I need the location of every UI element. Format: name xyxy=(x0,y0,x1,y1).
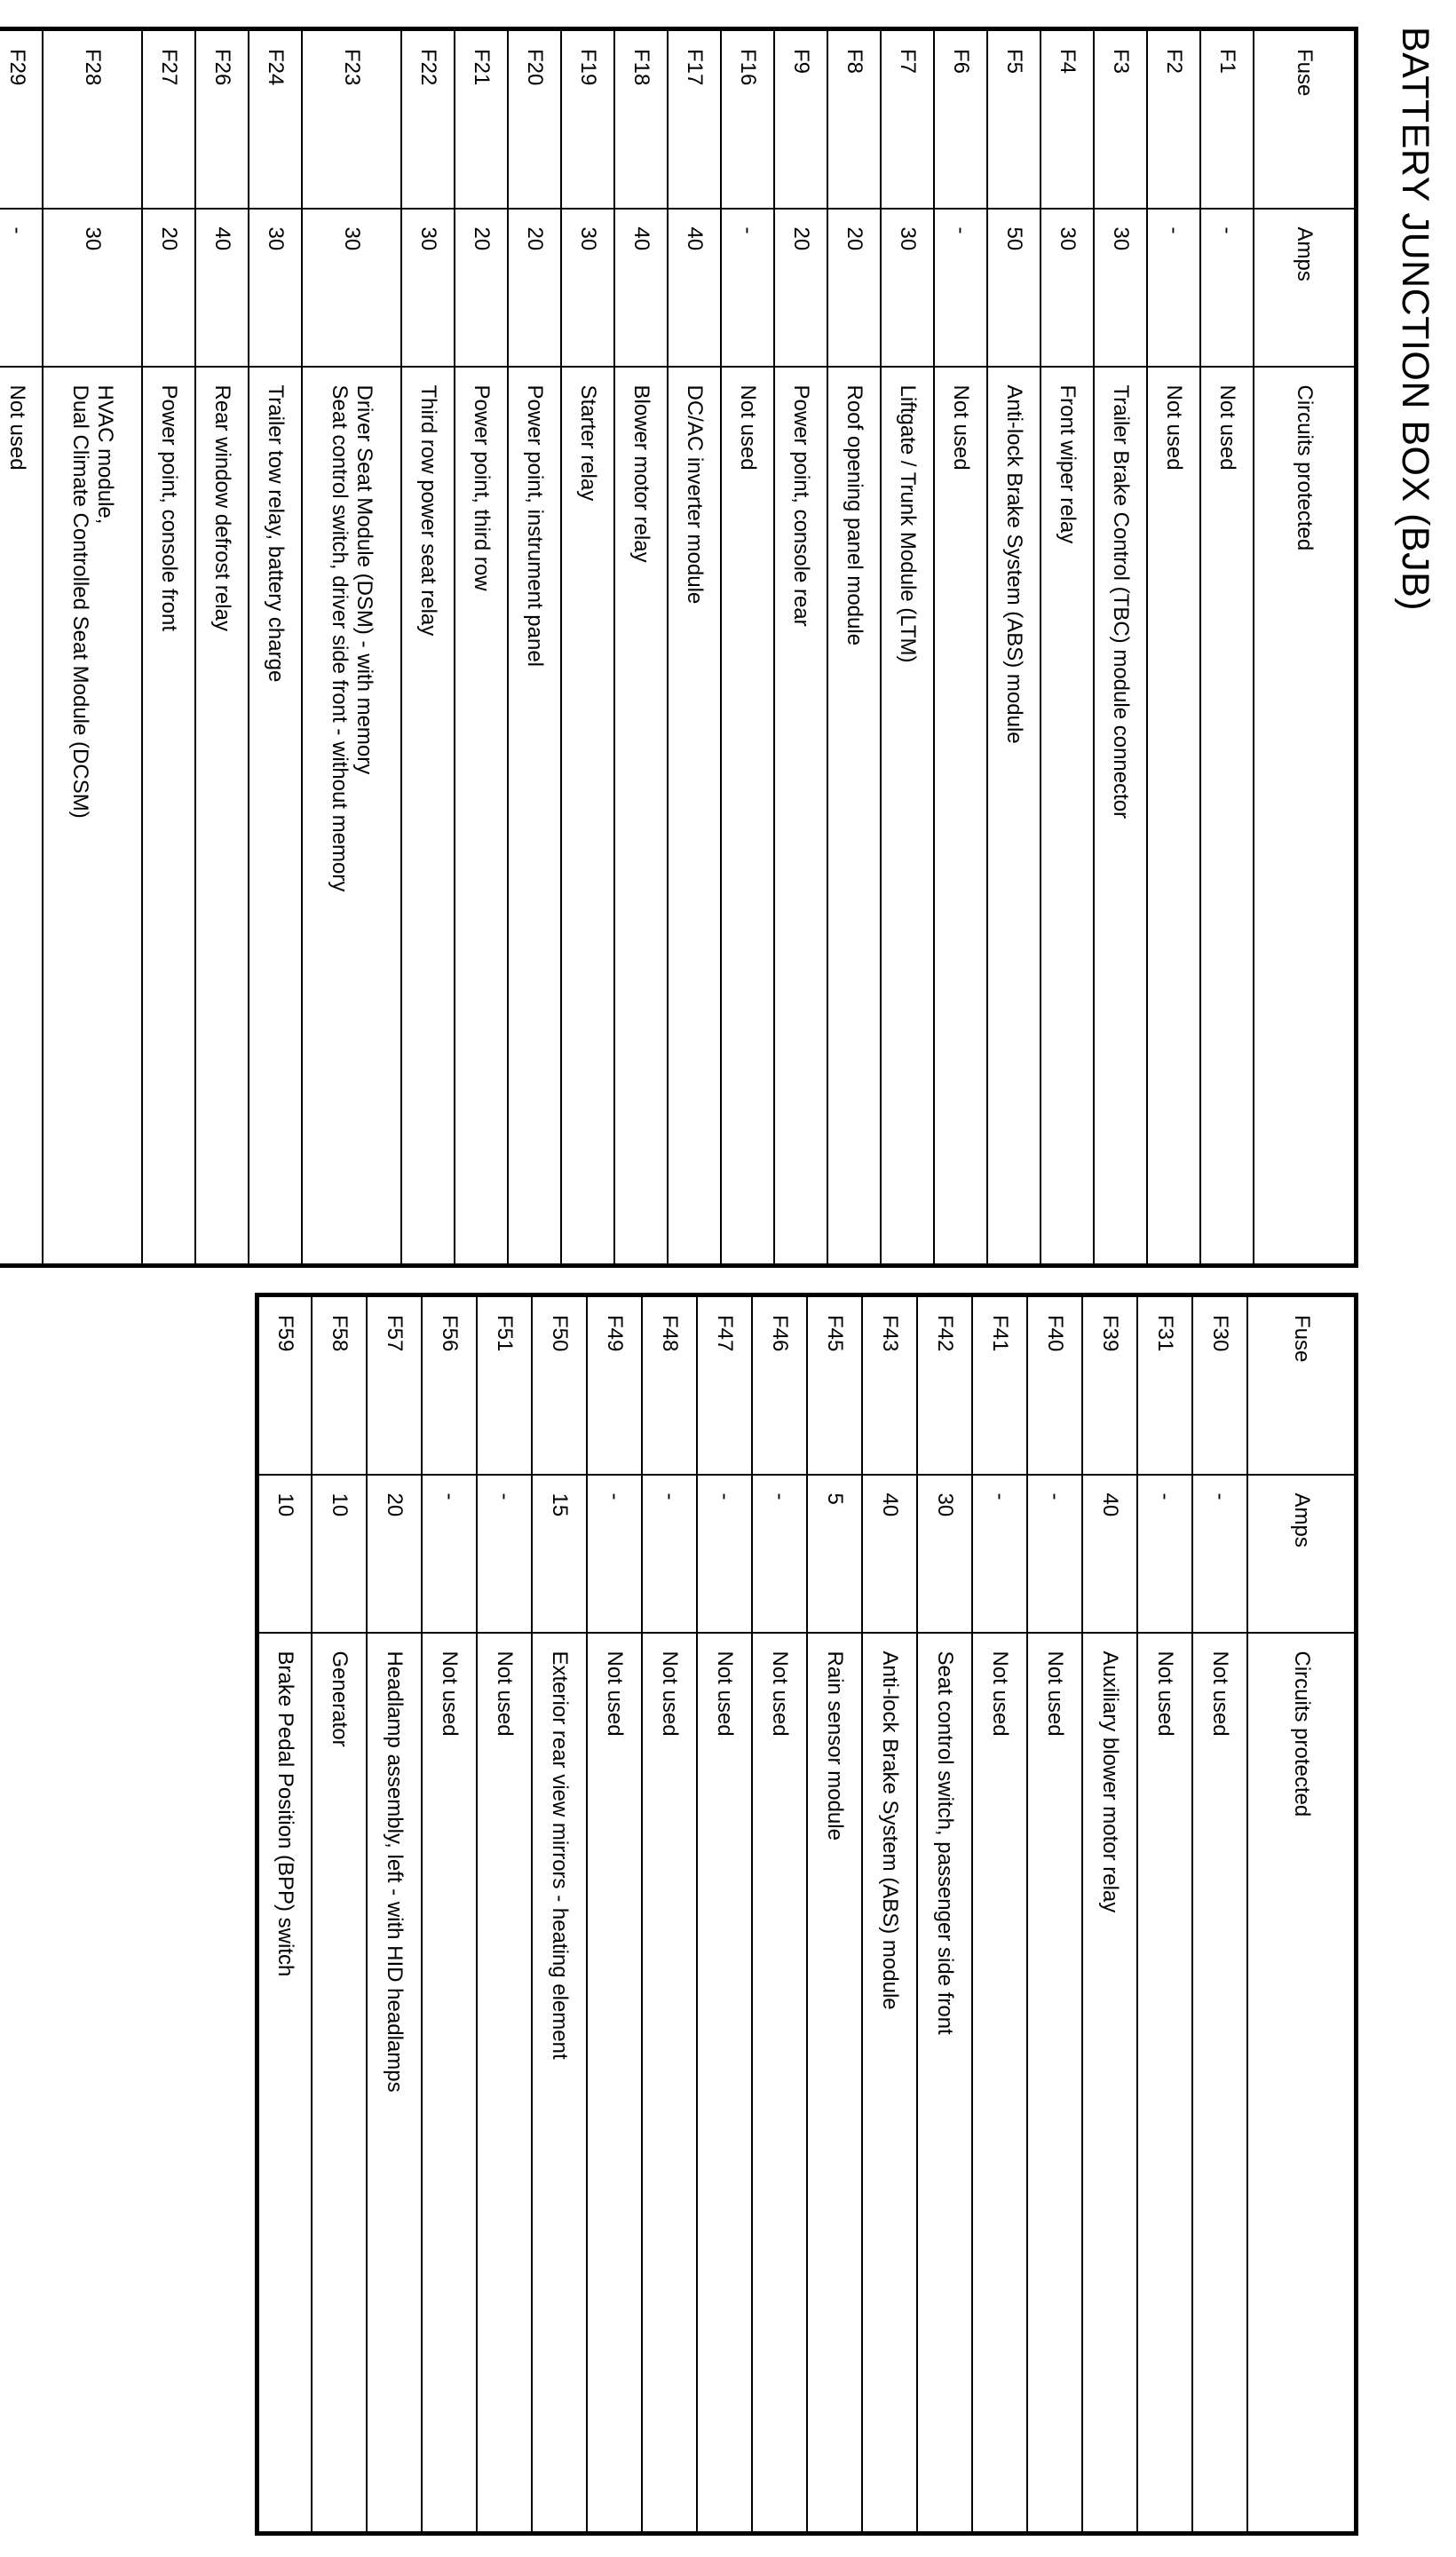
circuits-protected xyxy=(753,1633,808,2534)
fuse-number: F9 xyxy=(775,29,828,209)
circuits-protected xyxy=(615,367,669,1266)
fuse-number: F3 xyxy=(1095,29,1148,209)
circuit-line: Third row power seat relay xyxy=(416,384,441,637)
page-title: BATTERY JUNCTION BOX (BJB) xyxy=(1394,27,1436,612)
circuits-protected xyxy=(533,1633,588,2534)
circuit-line: Auxiliary blower motor relay xyxy=(1098,1651,1123,1913)
circuits-protected xyxy=(1041,367,1095,1266)
fuse-number: F45 xyxy=(808,1295,863,1475)
circuit-line: Not used xyxy=(1162,384,1187,471)
fuse-amps: 30 xyxy=(1041,209,1095,367)
table-row xyxy=(303,29,402,1266)
fuse-number: F59 xyxy=(257,1295,313,1475)
fuse-number: F6 xyxy=(935,29,988,209)
fuse-number: F46 xyxy=(753,1295,808,1475)
fuse-number: F19 xyxy=(562,29,615,209)
circuit-line: Seat control switch, driver side front - without memory xyxy=(328,384,352,892)
circuits-protected xyxy=(196,367,249,1266)
fuse-number: F29 xyxy=(0,29,44,209)
table-row xyxy=(918,1295,973,2534)
table-row xyxy=(722,29,775,1266)
fuse-number: F27 xyxy=(143,29,196,209)
table-row xyxy=(368,1295,423,2534)
header-amps: Amps xyxy=(1254,209,1357,367)
header-circuits: Circuits protected xyxy=(1248,1633,1357,2534)
fuse-number: F21 xyxy=(455,29,509,209)
fuse-amps: 20 xyxy=(368,1475,423,1633)
fuse-amps: - xyxy=(643,1475,698,1633)
fuse-number: F23 xyxy=(303,29,402,209)
circuit-line: Anti-lock Brake System (ABS) module xyxy=(1002,384,1027,744)
header-circuits: Circuits protected xyxy=(1254,367,1357,1266)
circuit-line: Exterior rear view mirrors - heating element xyxy=(548,1651,573,2060)
fuse-number: F22 xyxy=(402,29,455,209)
circuits-protected xyxy=(1095,367,1148,1266)
fuse-amps: 10 xyxy=(313,1475,368,1633)
circuit-line: HVAC module, xyxy=(93,384,118,525)
circuits-protected xyxy=(249,367,303,1266)
table-row xyxy=(455,29,509,1266)
table-row xyxy=(1148,29,1201,1266)
table-row xyxy=(0,29,44,1266)
table-row xyxy=(509,29,562,1266)
fuse-number: F39 xyxy=(1083,1295,1138,1475)
fuse-amps: 20 xyxy=(143,209,196,367)
fuse-number: F43 xyxy=(863,1295,918,1475)
circuit-line: Not used xyxy=(1215,384,1240,471)
fuse-number: F40 xyxy=(1028,1295,1083,1475)
circuit-line: Trailer tow relay, battery charge xyxy=(264,384,289,683)
fuse-amps: - xyxy=(1028,1475,1083,1633)
table-row xyxy=(863,1295,918,2534)
fuse-amps: 30 xyxy=(882,209,935,367)
table-row xyxy=(562,29,615,1266)
circuits-protected xyxy=(402,367,455,1266)
circuit-line: Anti-lock Brake System (ABS) module xyxy=(878,1651,903,2010)
fuse-table-left xyxy=(0,27,1358,1268)
fuse-table-right-body xyxy=(257,1295,1248,2534)
table-row xyxy=(143,29,196,1266)
header-fuse: Fuse xyxy=(1248,1295,1357,1475)
fuse-number: F5 xyxy=(988,29,1041,209)
circuit-line: Not used xyxy=(493,1651,518,1737)
fuse-amps: 20 xyxy=(455,209,509,367)
circuit-line: Not used xyxy=(1043,1651,1068,1737)
fuse-number: F26 xyxy=(196,29,249,209)
table-row xyxy=(1201,29,1254,1266)
circuits-protected xyxy=(1028,1633,1083,2534)
circuit-line: Roof opening panel module xyxy=(843,384,867,646)
circuits-protected xyxy=(988,367,1041,1266)
fuse-amps: - xyxy=(0,209,44,367)
fuse-number: F28 xyxy=(44,29,143,209)
table-row xyxy=(478,1295,533,2534)
table-row xyxy=(588,1295,643,2534)
fuse-amps: - xyxy=(722,209,775,367)
table-row xyxy=(423,1295,478,2534)
circuits-protected xyxy=(562,367,615,1266)
circuit-line: Power point, third row xyxy=(470,384,495,591)
circuits-protected xyxy=(882,367,935,1266)
circuit-line: Not used xyxy=(658,1651,683,1737)
fuse-number: F42 xyxy=(918,1295,973,1475)
table-row xyxy=(669,29,722,1266)
circuit-line: Not used xyxy=(768,1651,793,1737)
circuits-protected xyxy=(722,367,775,1266)
fuse-amps: 30 xyxy=(918,1475,973,1633)
table-row xyxy=(828,29,882,1266)
fuse-number: F16 xyxy=(722,29,775,209)
fuse-amps: - xyxy=(753,1475,808,1633)
fuse-table-right xyxy=(255,1293,1358,2536)
table-row xyxy=(196,29,249,1266)
fuse-amps: 30 xyxy=(303,209,402,367)
circuit-line: Not used xyxy=(5,384,30,471)
fuse-amps: 30 xyxy=(1095,209,1148,367)
fuse-amps: 30 xyxy=(402,209,455,367)
circuits-protected xyxy=(455,367,509,1266)
table-row xyxy=(249,29,303,1266)
fuse-amps: - xyxy=(588,1475,643,1633)
fuse-number: F18 xyxy=(615,29,669,209)
fuse-number: F2 xyxy=(1148,29,1201,209)
fuse-amps: 20 xyxy=(509,209,562,367)
table-header-row xyxy=(1248,1295,1357,2534)
circuit-line: Front wiper relay xyxy=(1056,384,1080,544)
circuits-protected xyxy=(1201,367,1254,1266)
circuit-line: Dual Climate Controlled Seat Module (DCSM) xyxy=(68,384,93,819)
table-row xyxy=(808,1295,863,2534)
fuse-number: F8 xyxy=(828,29,882,209)
circuits-protected xyxy=(423,1633,478,2534)
fuse-amps: 40 xyxy=(669,209,722,367)
header-fuse: Fuse xyxy=(1254,29,1357,209)
circuits-protected xyxy=(368,1633,423,2534)
circuit-line: Brake Pedal Position (BPP) switch xyxy=(273,1651,298,1977)
circuits-protected xyxy=(257,1633,313,2534)
fuse-amps: - xyxy=(1193,1475,1248,1633)
fuse-amps: 50 xyxy=(988,209,1041,367)
fuse-number: F30 xyxy=(1193,1295,1248,1475)
circuit-line: Not used xyxy=(603,1651,628,1737)
table-row xyxy=(313,1295,368,2534)
circuits-protected xyxy=(973,1633,1028,2534)
fuse-table-left-body xyxy=(0,29,1254,1266)
circuit-line: Trailer Brake Control (TBC) module connector xyxy=(1109,384,1134,819)
table-row xyxy=(775,29,828,1266)
fuse-amps: - xyxy=(1138,1475,1193,1633)
fuse-number: F4 xyxy=(1041,29,1095,209)
circuits-protected xyxy=(509,367,562,1266)
table-row xyxy=(533,1295,588,2534)
fuse-amps: 30 xyxy=(249,209,303,367)
table-row xyxy=(1041,29,1095,1266)
fuse-number: F57 xyxy=(368,1295,423,1475)
circuit-line: Not used xyxy=(438,1651,463,1737)
table-header-row xyxy=(1254,29,1357,1266)
fuse-amps: 40 xyxy=(615,209,669,367)
fuse-number: F41 xyxy=(973,1295,1028,1475)
table-row xyxy=(1028,1295,1083,2534)
fuse-number: F47 xyxy=(698,1295,753,1475)
table-row xyxy=(988,29,1041,1266)
circuits-protected xyxy=(1138,1633,1193,2534)
fuse-amps: - xyxy=(1148,209,1201,367)
circuit-line: Starter relay xyxy=(576,384,601,502)
fuse-amps: - xyxy=(478,1475,533,1633)
fuse-number: F50 xyxy=(533,1295,588,1475)
circuit-line: Not used xyxy=(736,384,761,471)
fuse-number: F7 xyxy=(882,29,935,209)
circuit-line: Power point, instrument panel xyxy=(523,384,548,668)
fuse-number: F20 xyxy=(509,29,562,209)
fuse-amps: 15 xyxy=(533,1475,588,1633)
circuits-protected xyxy=(313,1633,368,2534)
circuit-line: Liftgate / Trunk Module (LTM) xyxy=(896,384,921,663)
table-row xyxy=(44,29,143,1266)
fuse-number: F49 xyxy=(588,1295,643,1475)
table-row xyxy=(643,1295,698,2534)
circuit-line: Not used xyxy=(1153,1651,1178,1737)
circuit-line: DC/AC inverter module xyxy=(683,384,708,605)
circuit-line: Blower motor relay xyxy=(629,384,654,563)
circuits-protected xyxy=(143,367,196,1266)
circuits-protected xyxy=(1193,1633,1248,2534)
circuits-protected xyxy=(1083,1633,1138,2534)
fuse-amps: 30 xyxy=(562,209,615,367)
circuits-protected xyxy=(698,1633,753,2534)
circuits-protected xyxy=(44,367,143,1266)
circuits-protected xyxy=(935,367,988,1266)
table-row xyxy=(882,29,935,1266)
circuits-protected xyxy=(303,367,402,1266)
circuits-protected xyxy=(1148,367,1201,1266)
circuit-line: Rain sensor module xyxy=(823,1651,848,1841)
fuse-amps: 40 xyxy=(863,1475,918,1633)
fuse-amps: 20 xyxy=(775,209,828,367)
fuse-number: F58 xyxy=(313,1295,368,1475)
circuit-line: Power point, console front xyxy=(157,384,182,631)
fuse-amps: - xyxy=(973,1475,1028,1633)
header-amps: Amps xyxy=(1248,1475,1357,1633)
fuse-amps: 10 xyxy=(257,1475,313,1633)
circuits-protected xyxy=(669,367,722,1266)
circuits-protected xyxy=(478,1633,533,2534)
circuits-protected xyxy=(588,1633,643,2534)
fuse-number: F1 xyxy=(1201,29,1254,209)
circuit-line: Power point, console rear xyxy=(789,384,814,627)
table-row xyxy=(1095,29,1148,1266)
fuse-number: F17 xyxy=(669,29,722,209)
fuse-number: F48 xyxy=(643,1295,698,1475)
circuit-line: Not used xyxy=(988,1651,1013,1737)
table-row xyxy=(1083,1295,1138,2534)
circuits-protected xyxy=(808,1633,863,2534)
table-row xyxy=(753,1295,808,2534)
table-row xyxy=(257,1295,313,2534)
fuse-amps: 40 xyxy=(196,209,249,367)
circuit-line: Not used xyxy=(949,384,974,471)
circuits-protected xyxy=(863,1633,918,2534)
circuit-line: Generator xyxy=(328,1651,352,1747)
circuits-protected xyxy=(643,1633,698,2534)
fuse-amps: 20 xyxy=(828,209,882,367)
circuit-line: Rear window defrost relay xyxy=(210,384,235,631)
circuit-line: Not used xyxy=(713,1651,738,1737)
fuse-number: F51 xyxy=(478,1295,533,1475)
circuits-protected xyxy=(775,367,828,1266)
fuse-amps: 30 xyxy=(44,209,143,367)
table-row xyxy=(973,1295,1028,2534)
fuse-number: F31 xyxy=(1138,1295,1193,1475)
fuse-amps: - xyxy=(1201,209,1254,367)
table-row xyxy=(1138,1295,1193,2534)
fuse-number: F56 xyxy=(423,1295,478,1475)
circuit-line: Not used xyxy=(1208,1651,1233,1737)
fuse-amps: - xyxy=(698,1475,753,1633)
fuse-amps: - xyxy=(935,209,988,367)
table-row xyxy=(1193,1295,1248,2534)
circuit-line: Driver Seat Module (DSM) - with memory xyxy=(352,384,377,775)
fuse-number: F24 xyxy=(249,29,303,209)
fuse-amps: 40 xyxy=(1083,1475,1138,1633)
circuit-line: Headlamp assembly, left - with HID headlamps xyxy=(383,1651,408,2093)
table-row xyxy=(615,29,669,1266)
circuits-protected xyxy=(0,367,44,1266)
fuse-amps: - xyxy=(423,1475,478,1633)
circuit-line: Seat control switch, passenger side front xyxy=(933,1651,958,2035)
table-row xyxy=(698,1295,753,2534)
circuits-protected xyxy=(828,367,882,1266)
table-row xyxy=(935,29,988,1266)
table-row xyxy=(402,29,455,1266)
circuits-protected xyxy=(918,1633,973,2534)
fuse-amps: 5 xyxy=(808,1475,863,1633)
